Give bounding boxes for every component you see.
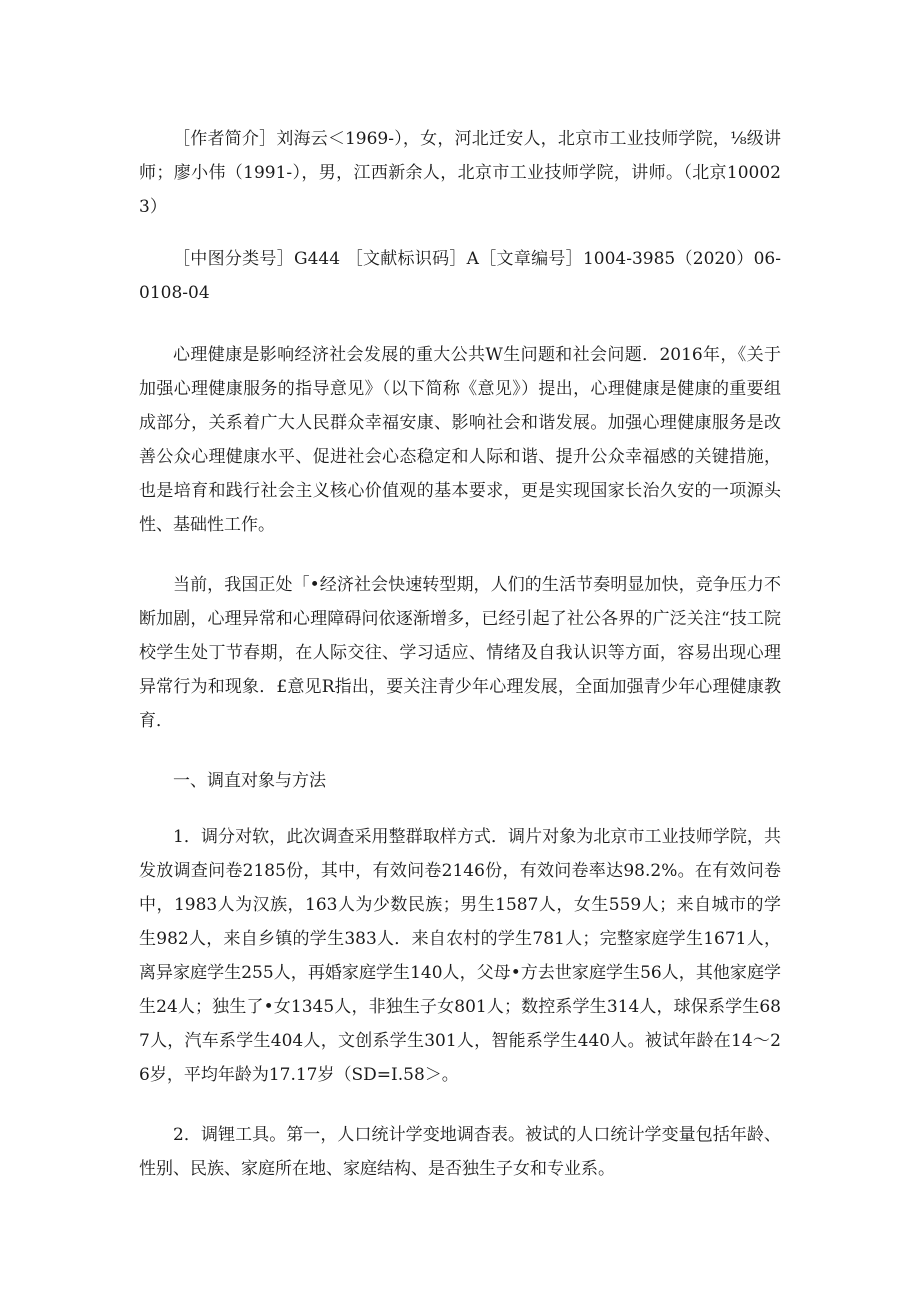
body-paragraph-2: 当前，我国正处「•经济社会快速转型期，人们的生活节奏明显加快，竞争压力不断加剧，心理异常和心理障碍问依逐渐增多，已经引起了社公各界的广泛关注“技工院校学生处丁节春期，在人际交往、学习适应、情绪及自我认识等方面，容易出现心理异常行为和现象．£意见R指出，要关注青少年心理发展，全面加强青少年心理健康教育．: [139, 575, 781, 731]
author-intro: ［作者简介］刘海云＜1969-），女，河北迁安人，北京市工业技师学院，⅛级讲师；廖小伟（1991-），男，江西新余人，北京市工业技师学院，讲师。（北京100023）: [139, 129, 781, 217]
classification-info: ［中图分类号］G444 ［文献标识码］A［文章编号］1004-3985（2020）06-0108-04: [139, 249, 781, 303]
section-heading: 一、调直对象与方法: [173, 771, 326, 791]
survey-subjects-paragraph: 1．调分对软，此次调查采用整群取样方式．调片对象为北京市工业技师学院，共发放调查问卷2185份，其中，有效问卷2146份，有效问卷率达98.2%。在有效问卷中，1983人为汉族，163人为少数民族；男生1587人，女生559人；来自城市的学生982人，来自乡镇的学生383人．来自农村的学生781人；完整家庭学生1671人，离异家庭学生255人，再婚家庭学生140人，父母•方去世家庭学生56人，其他家庭学生24人；独生了•女1345人，非独生子女801人；数控系学生314人，球保系学生687人，汽车系学生404人，文创系学生301人，智能系学生440人。被试年龄在14～26岁，平均年龄为17.17岁（SD=I.58＞。: [139, 827, 781, 1085]
body-paragraph-1: 心理健康是影响经济社会发展的重大公共W生问题和社会问题．2016年，《关于加强心理健康服务的指导意见》（以下简称《意见》）提出，心理健康是健康的重要组成部分，关系着广大人民群众幸福安康、影响社会和谐发展。加强心理健康服务是改善公众心理健康水平、促进社会心态稳定和人际和谐、提升公众幸福感的关键措施，也是培育和践行社会主义核心价值观的基本要求，更是实现国家长治久安的一项源头性、基础性工作。: [139, 345, 781, 535]
document-page: [139, 122, 781, 1212]
survey-tools-paragraph: 2．调锂工具。第一，人口统计学变地调杳表。被试的人口统计学变量包括年龄、性别、民族、家庭所在地、家庭结构、是否独生子女和专业系。: [139, 1125, 781, 1179]
